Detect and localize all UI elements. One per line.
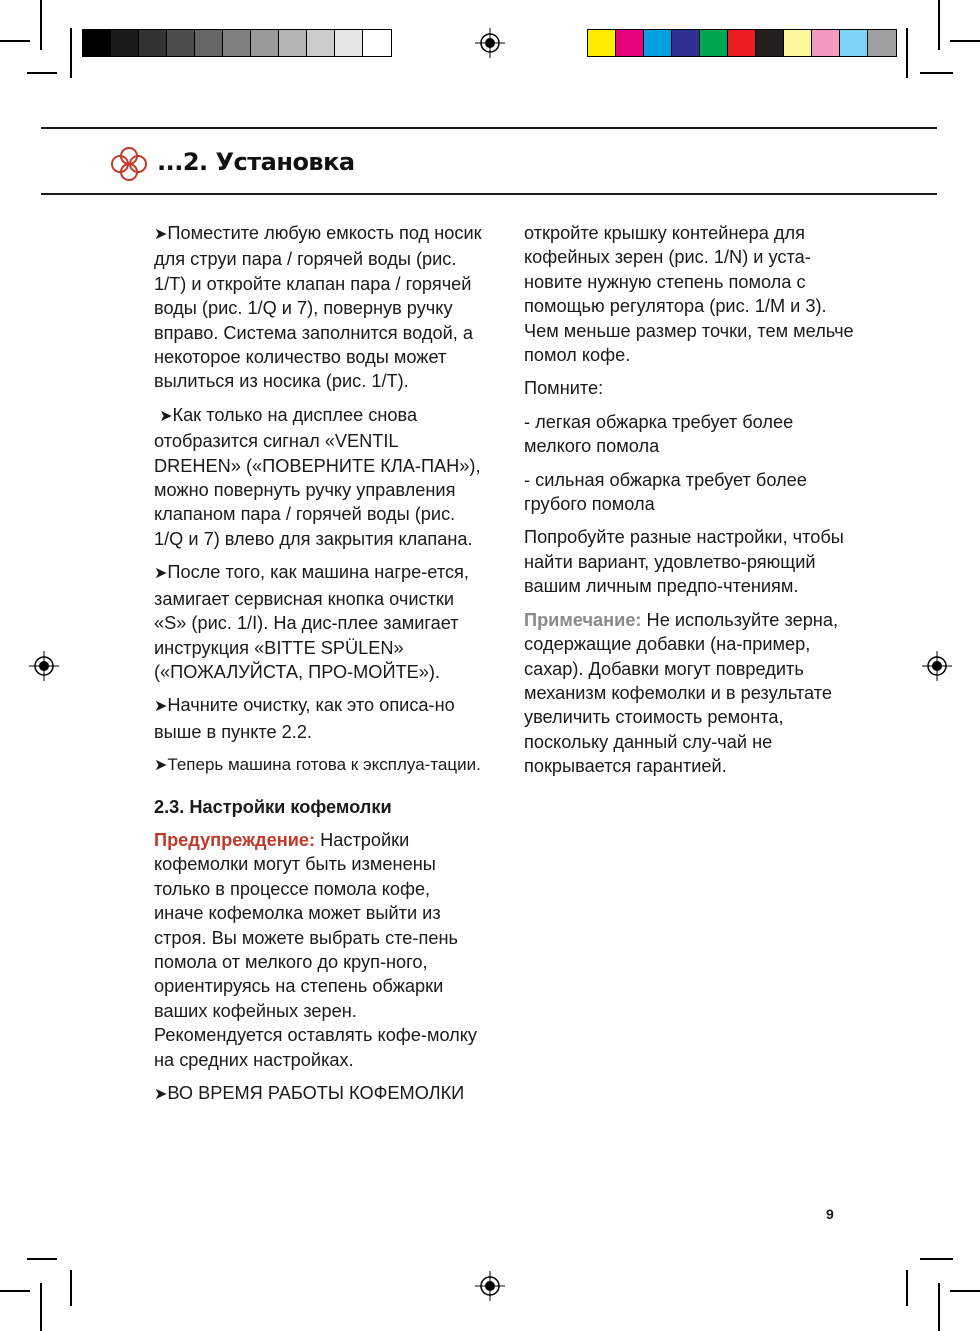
color-swatch bbox=[784, 30, 812, 56]
paragraph: ➤Начните очистку, как это описа-но выше в пункте 2.2. bbox=[154, 695, 455, 742]
warning-paragraph: Предупреждение: Настройки кофемолки могут быть изменены только в процессе помола кофе, иначе кофемолка может выйти из строя. Вы можете выбрать сте-пень помола от мелкого до круп-ного, ориентируясь на степень обжарки ваших кофейных зерен. Рекомендуется оставлять кофе-молку на средних настройках. bbox=[154, 829, 478, 1070]
registration-mark-icon bbox=[475, 1271, 505, 1301]
paragraph: ➤Как только на дисплее снова отобразится сигнал «VENTIL DREHEN» («ПОВЕРНИТЕ КЛА-ПАН»), можно повернуть ручку управления клапаном пара / горячей воды (рис. 1/Q и 7) влево для закрытия клапана. bbox=[154, 404, 481, 549]
crop-mark bbox=[27, 1258, 57, 1260]
arrow-bullet-icon: ➤ bbox=[159, 407, 173, 425]
header-rule-top bbox=[41, 127, 937, 129]
note-label: Примечание: bbox=[524, 609, 642, 630]
crop-mark bbox=[0, 40, 30, 42]
paragraph: откройте крышку контейнера для кофейных зерен (рис. 1/N) и уста-новите нужную степень помола с помощью регулятора (рис. 1/M и 3). Чем меньше размер точки, тем мельче помол кофе. bbox=[524, 223, 854, 366]
note-paragraph: Примечание: Не используйте зерна, содержащие добавки (на-пример, сахар). Добавки могут повредить механизм кофемолки и в результате увеличить стоимость ремонта, поскольку данный слу-чай не покрывается гарантией. bbox=[524, 609, 839, 777]
header-rule-bottom bbox=[41, 193, 937, 195]
crop-mark bbox=[950, 40, 980, 42]
paragraph: ➤ВО ВРЕМЯ РАБОТЫ КОФЕМОЛКИ bbox=[154, 1083, 465, 1103]
section-heading: 2.3. Настройки кофемолки bbox=[154, 796, 392, 817]
left-column bbox=[154, 221, 484, 1116]
paragraph: ➤После того, как машина нагре-ется, замигает сервисная кнопка очистки «S» (рис. 1/I). На дис-плее замигает инструкция «BITTE SPÜLEN» («ПОЖАЛУЙСТА, ПРО-МОЙТЕ»). bbox=[154, 562, 469, 682]
color-swatch bbox=[167, 30, 195, 56]
registration-mark-icon bbox=[922, 651, 952, 681]
right-column bbox=[524, 221, 854, 788]
registration-mark-icon bbox=[475, 28, 505, 58]
color-swatch bbox=[616, 30, 644, 56]
crop-mark bbox=[27, 72, 57, 74]
paragraph: Помните: bbox=[524, 378, 604, 399]
color-swatch bbox=[83, 30, 111, 56]
color-calibration-bar bbox=[587, 29, 897, 57]
color-swatch bbox=[756, 30, 784, 56]
color-swatch bbox=[223, 30, 251, 56]
warning-label: Предупреждение: bbox=[154, 829, 316, 850]
page-title: ...2. Установка bbox=[157, 148, 355, 176]
arrow-bullet-icon: ➤ bbox=[154, 565, 168, 583]
arrow-bullet-icon: ➤ bbox=[154, 226, 168, 243]
page-number: 9 bbox=[826, 1206, 834, 1222]
crop-mark bbox=[938, 1283, 940, 1331]
crop-mark bbox=[950, 1290, 980, 1292]
crop-mark bbox=[906, 1270, 908, 1306]
arrow-bullet-icon: ➤ bbox=[154, 1086, 168, 1103]
color-swatch bbox=[195, 30, 223, 56]
color-swatch bbox=[307, 30, 335, 56]
color-swatch bbox=[672, 30, 700, 56]
color-swatch bbox=[111, 30, 139, 56]
paragraph: ➤Поместите любую емкость под носик для струи пара / горячей воды (рис. 1/T) и откройте клапан пара / горячей воды (рис. 1/Q и 7), повернув ручку вправо. Система заполнится водой, а некоторое количество воды может вылиться из носика (рис. 1/T). bbox=[154, 223, 482, 392]
registration-mark-icon bbox=[29, 651, 59, 681]
color-swatch bbox=[868, 30, 896, 56]
color-swatch bbox=[363, 30, 391, 56]
paragraph: ➤Теперь машина готова к эксплуа-тации. bbox=[154, 755, 481, 775]
color-swatch bbox=[335, 30, 363, 56]
crop-mark bbox=[70, 28, 72, 78]
color-swatch bbox=[644, 30, 672, 56]
arrow-bullet-icon: ➤ bbox=[154, 757, 168, 775]
color-swatch bbox=[700, 30, 728, 56]
color-swatch bbox=[279, 30, 307, 56]
color-swatch bbox=[728, 30, 756, 56]
crop-mark bbox=[938, 0, 940, 50]
paragraph: - сильная обжарка требует более грубого помола bbox=[524, 469, 807, 515]
arrow-bullet-icon: ➤ bbox=[154, 698, 168, 716]
color-swatch bbox=[812, 30, 840, 56]
crop-mark bbox=[70, 1270, 72, 1306]
crop-mark bbox=[920, 72, 953, 74]
crop-mark bbox=[40, 0, 42, 50]
crop-mark bbox=[40, 1283, 42, 1331]
flower-logo-icon bbox=[108, 145, 150, 183]
color-swatch bbox=[840, 30, 868, 56]
paragraph: Попробуйте разные настройки, чтобы найти вариант, удовлетво-ряющий вашим личным предпо-чтениям. bbox=[524, 527, 844, 597]
color-swatch bbox=[139, 30, 167, 56]
color-swatch bbox=[251, 30, 279, 56]
color-swatch bbox=[588, 30, 616, 56]
crop-mark bbox=[0, 1290, 30, 1292]
paragraph: - легкая обжарка требует более мелкого помола bbox=[524, 411, 794, 457]
crop-mark bbox=[906, 28, 908, 78]
grayscale-calibration-bar bbox=[82, 29, 392, 57]
crop-mark bbox=[920, 1258, 953, 1260]
